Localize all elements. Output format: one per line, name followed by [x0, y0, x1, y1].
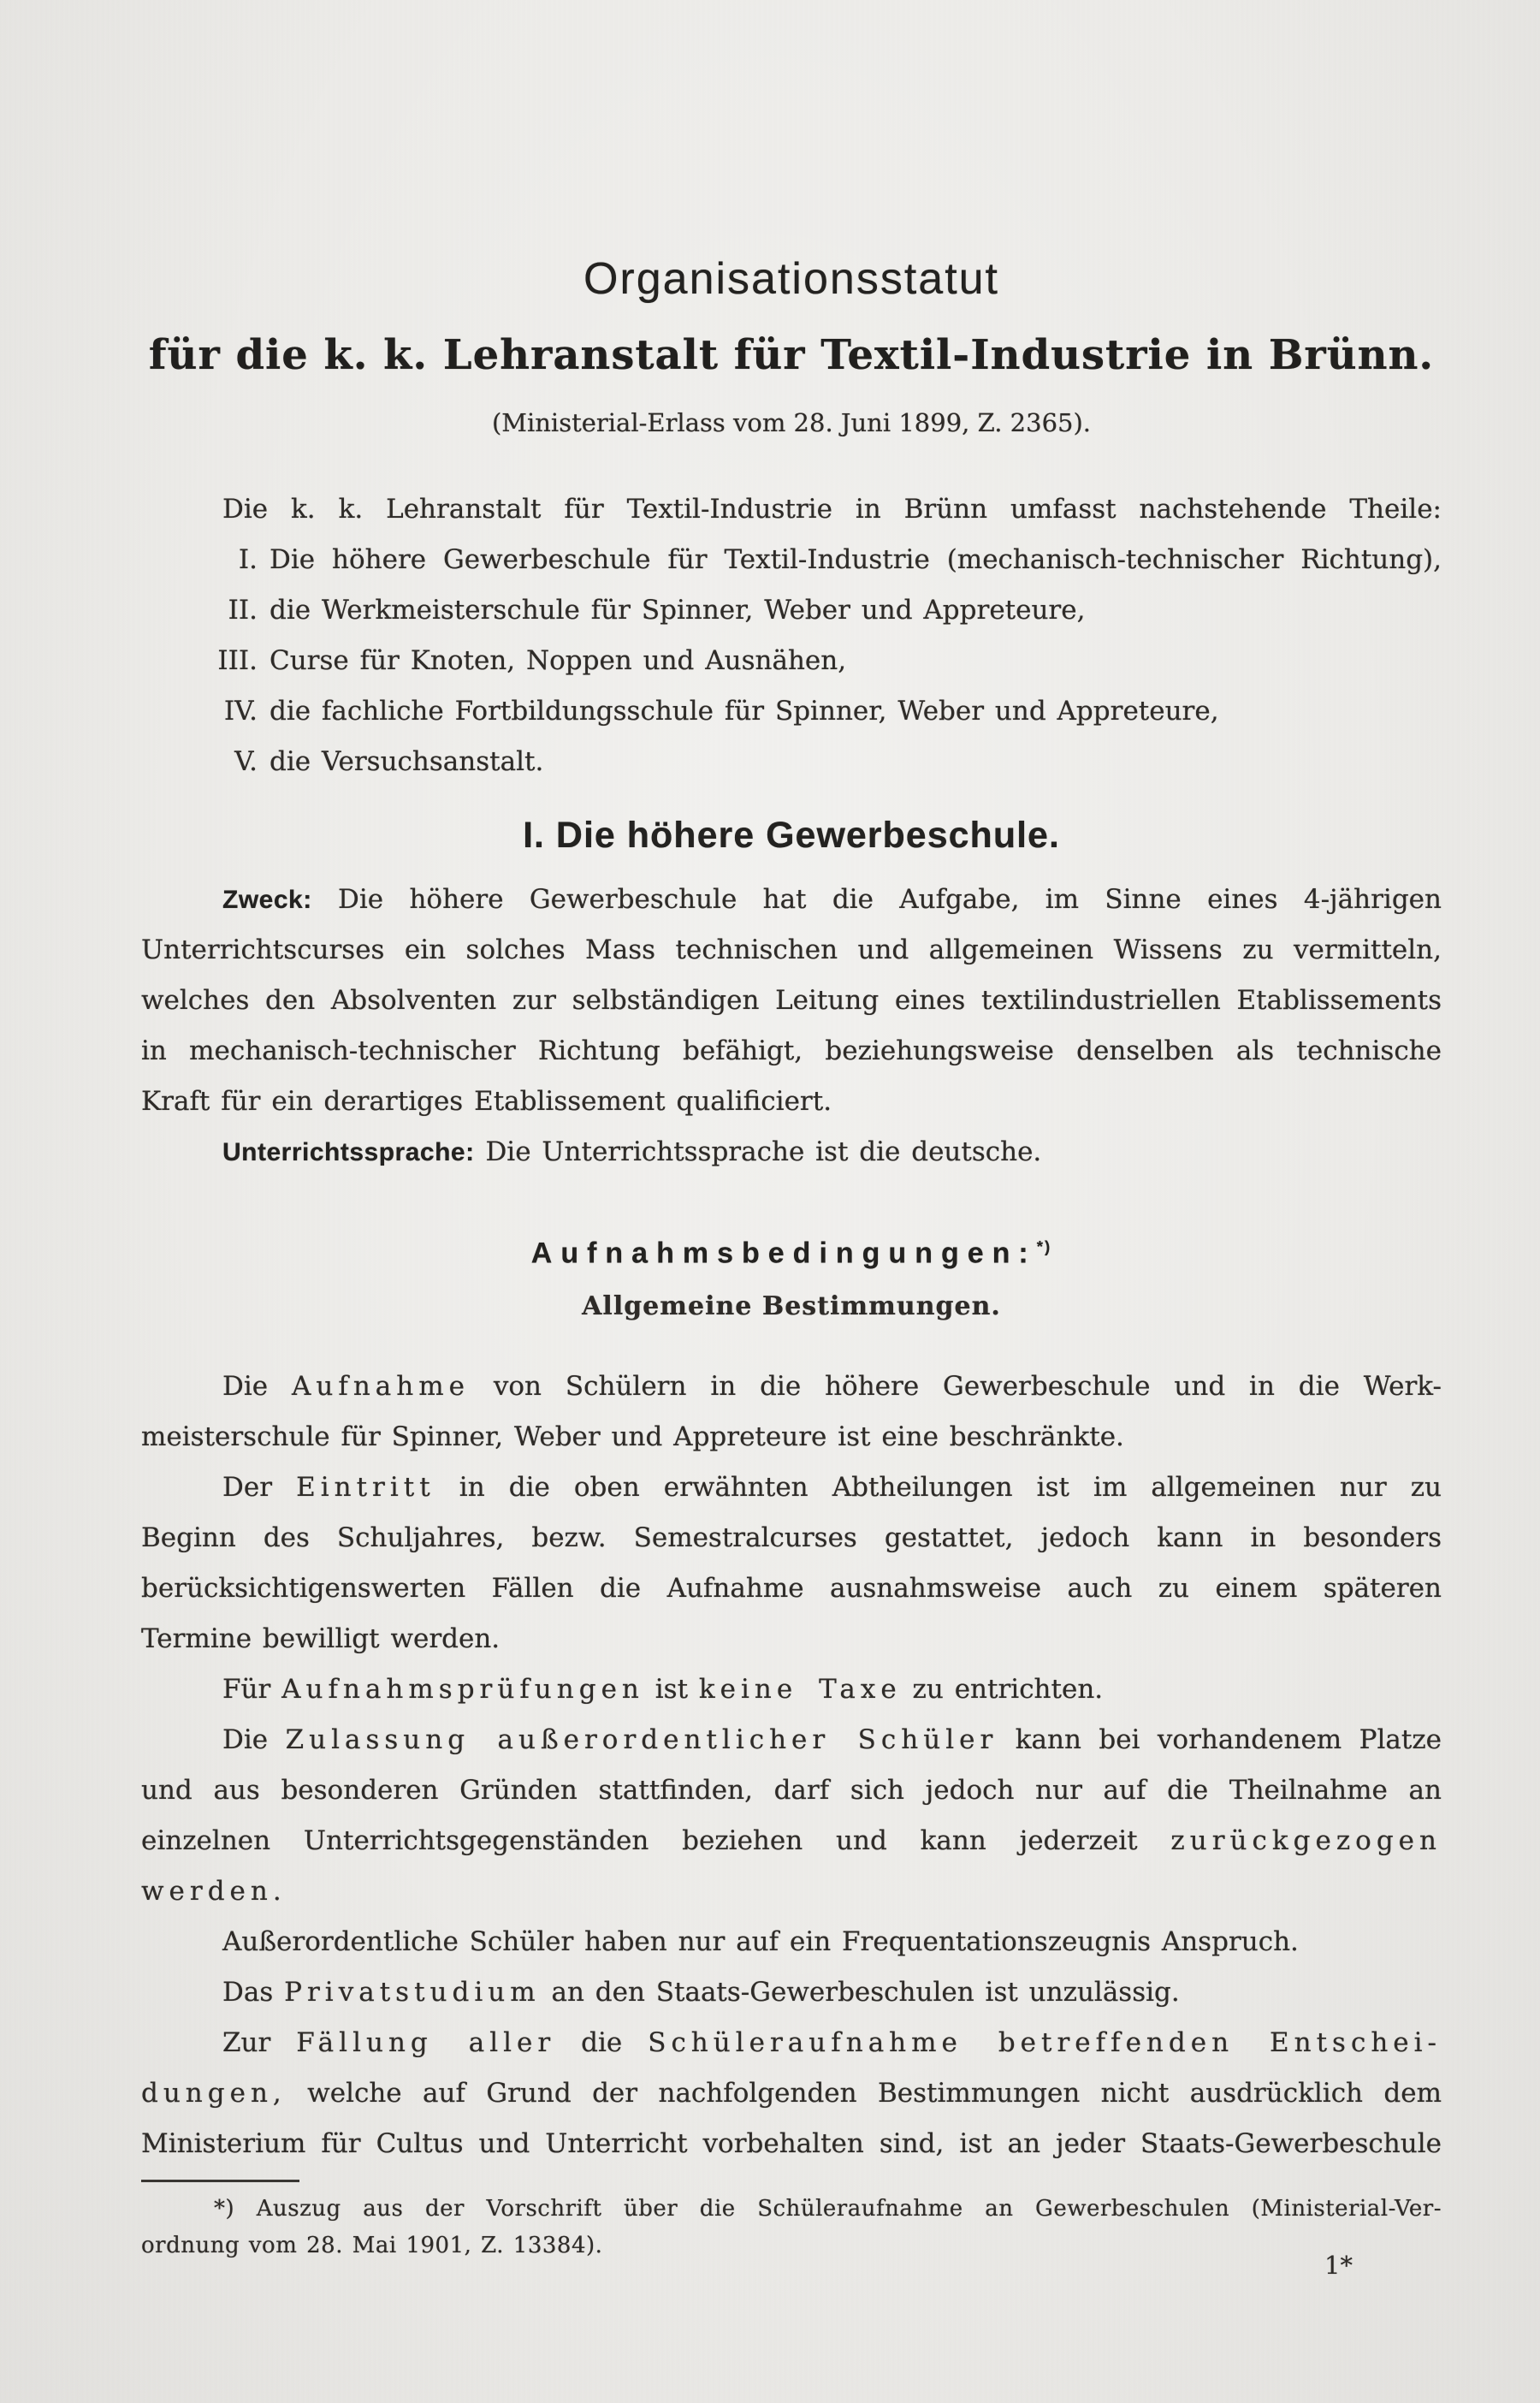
text-run: berücksichtigenswerten Fällen die Aufnahme ausnahmsweise auch zu einem späteren [141, 1573, 1442, 1605]
list-item [141, 737, 1442, 787]
letterspaced-text: Privatstudium [284, 1977, 541, 2008]
list-item [141, 535, 1442, 585]
letterspaced-text: Eintritt [296, 1472, 435, 1504]
letterspaced-text: dungen, [141, 2078, 287, 2109]
text-run: Ministerium für Cultus und Unterricht vorbehalten sind, ist an jeder Staats-Gewerbeschule [141, 2128, 1442, 2160]
body-paragraph [141, 484, 1442, 535]
letterspaced-text: Zulassung außerordentlicher Schüler [285, 1724, 998, 1756]
text-run: an den Staats-Gewerbeschulen ist unzulässig. [540, 1977, 1180, 2008]
text-run: ordnung vom 28. Mai 1901, Z. 13384). [141, 2233, 603, 2259]
text-run: Zur [222, 2027, 297, 2059]
list-item [141, 686, 1442, 737]
text-run: Die k. k. Lehranstalt für Textil-Industrie in Brünn umfasst nachstehende Theile: [222, 494, 1442, 525]
list-item [141, 636, 1442, 686]
text-run: Unterrichtscurses ein solches Mass technischen und allgemeinen Wissens zu vermitteln, [141, 934, 1442, 965]
text-run: Termine bewilligt werden. [141, 1623, 500, 1655]
list-item-text: die Versuchsanstalt. [270, 746, 544, 777]
text-run: und aus besonderen Gründen stattfinden, darf sich jedoch nur auf die Theilnahme an [141, 1775, 1442, 1807]
text-line [141, 1765, 1442, 1816]
letterspaced-text: keine Taxe [698, 1674, 902, 1706]
text-line [141, 2018, 1442, 2068]
list-item-text: Curse für Knoten, Noppen und Ausnähen, [270, 645, 847, 676]
section-heading: I. Die höhere Gewerbeschule. [523, 815, 1060, 856]
text-line [141, 1077, 1442, 1127]
list-item-numeral: III. [217, 645, 258, 676]
text-line [141, 925, 1442, 976]
list-item-text: Die höhere Gewerbeschule für Textil-Industrie (mechanisch-technischer Richtung), [270, 544, 1442, 575]
text-line [141, 1816, 1442, 1866]
text-run: in die oben erwähnten Abtheilungen ist im allgemeinen nur zu [435, 1472, 1442, 1504]
text-line [141, 1715, 1442, 1765]
text-run: Die [222, 1724, 286, 1756]
body-paragraph [141, 1967, 1442, 2018]
body-paragraph [141, 1362, 1442, 1463]
text-run: welches den Absolventen zur selbständigen Leitung eines textilindustriellen Etablissements [141, 985, 1442, 1016]
admission-heading-text: Aufnahmsbedingungen: [530, 1237, 1037, 1270]
text-line [141, 2228, 1442, 2264]
text-line [141, 1614, 1442, 1664]
text-run: kann bei vorhandenem Platze [998, 1724, 1442, 1756]
list-item [141, 585, 1442, 636]
intro-paragraph [141, 484, 1442, 535]
text-line [141, 2068, 1442, 2119]
text-line [141, 1412, 1442, 1463]
general-provisions-subheading: Allgemeine Bestimmungen. [582, 1291, 1001, 1322]
text-line [141, 1967, 1442, 2018]
admission-conditions-heading [141, 1225, 1442, 1274]
body-paragraphs [141, 1362, 1442, 2169]
text-column [141, 0, 1442, 2264]
list-item-numeral: I. [238, 544, 258, 575]
body-paragraph [141, 1127, 1442, 1178]
parts-list [141, 535, 1442, 787]
text-line [141, 1917, 1442, 1967]
document-title: Organisationsstatut [583, 254, 1000, 304]
text-run: *) Auszug aus der Vorschrift über die Schüleraufnahme an Gewerbeschulen (Ministerial-Ver- [214, 2196, 1442, 2222]
text-line [141, 875, 1442, 925]
text-run: in mechanisch-technischer Richtung befähigt, beziehungsweise denselben als technische [141, 1035, 1442, 1066]
list-item-text: die fachliche Fortbildungsschule für Spinner, Weber und Appreteure, [270, 696, 1219, 727]
text-run: Außerordentliche Schüler haben nur auf ein Frequentationszeugnis Anspruch. [222, 1926, 1299, 1958]
body-paragraph [141, 1715, 1442, 1917]
decree-reference: (Ministerial-Erlass vom 28. Juni 1899, Z. 2365). [491, 408, 1092, 437]
footnote-marker: *) [1036, 1237, 1052, 1255]
text-run: Beginn des Schuljahres, bezw. Semestralcurses gestattet, jedoch kann in besonders [141, 1522, 1442, 1554]
footnote-divider [141, 2180, 299, 2182]
purpose-paragraphs [141, 875, 1442, 1178]
text-line [141, 2119, 1442, 2169]
text-line [141, 1513, 1442, 1563]
text-run: welche auf Grund der nachfolgenden Bestimmungen nicht ausdrücklich dem [286, 2078, 1442, 2109]
text-run: ist [643, 1674, 699, 1706]
letterspaced-text: Aufnahme [292, 1371, 470, 1403]
text-run: Kraft für ein derartiges Etablissement qualificiert. [141, 1086, 832, 1117]
list-item-numeral: V. [234, 746, 258, 777]
text-run: einzelnen Unterrichtsgegenständen beziehen und kann jederzeit [141, 1825, 1171, 1857]
text-line [141, 1362, 1442, 1412]
body-paragraph [141, 875, 1442, 1127]
letterspaced-text: Aufnahmsprüfungen [281, 1674, 644, 1706]
letterspaced-text: Schüleraufnahme betreffenden Entschei- [648, 2027, 1442, 2059]
letterspaced-text: zurückgezogen [1170, 1825, 1442, 1857]
text-line [141, 976, 1442, 1026]
bold-lead-in: Unterrichtssprache: [222, 1138, 475, 1166]
body-paragraph [141, 2191, 1442, 2264]
text-run: meisterschule für Spinner, Weber und Appreteure ist eine beschränkte. [141, 1421, 1124, 1453]
text-run: Das [222, 1977, 285, 2008]
text-line [141, 2191, 1442, 2228]
text-run: zu entrichten. [901, 1674, 1104, 1706]
body-paragraph [141, 1463, 1442, 1664]
text-run: die [555, 2027, 649, 2059]
list-item-text: die Werkmeisterschule für Spinner, Weber und Appreteure, [270, 595, 1086, 626]
body-paragraph [141, 2018, 1442, 2169]
list-item-numeral: II. [228, 595, 258, 626]
text-run: von Schülern in die höhere Gewerbeschule und in die Werk- [469, 1371, 1442, 1403]
text-run: Die höhere Gewerbeschule hat die Aufgabe, im Sinne eines 4-jährigen [311, 884, 1442, 915]
list-item-numeral: IV. [223, 696, 258, 727]
letterspaced-text: Fällung aller [296, 2027, 556, 2059]
text-run: Der [222, 1472, 297, 1504]
text-line [141, 1026, 1442, 1077]
text-run: Die [222, 1371, 292, 1403]
body-paragraph [141, 1917, 1442, 1967]
document-subtitle: für die k. k. Lehranstalt für Textil-Industrie in Brünn. [148, 331, 1435, 379]
text-line [141, 1127, 1442, 1178]
text-line [141, 1563, 1442, 1614]
text-line [141, 484, 1442, 535]
text-line [141, 1463, 1442, 1513]
text-run: Die Unterrichtssprache ist die deutsche. [474, 1136, 1042, 1167]
footnote [141, 2191, 1442, 2264]
body-paragraph [141, 1664, 1442, 1715]
text-run: Für [222, 1674, 282, 1706]
letterspaced-text: werden. [141, 1876, 287, 1908]
text-line [141, 1664, 1442, 1715]
page-signature: 1* [1324, 2251, 1353, 2280]
bold-lead-in: Zweck: [222, 886, 312, 914]
text-line [141, 1866, 1442, 1917]
